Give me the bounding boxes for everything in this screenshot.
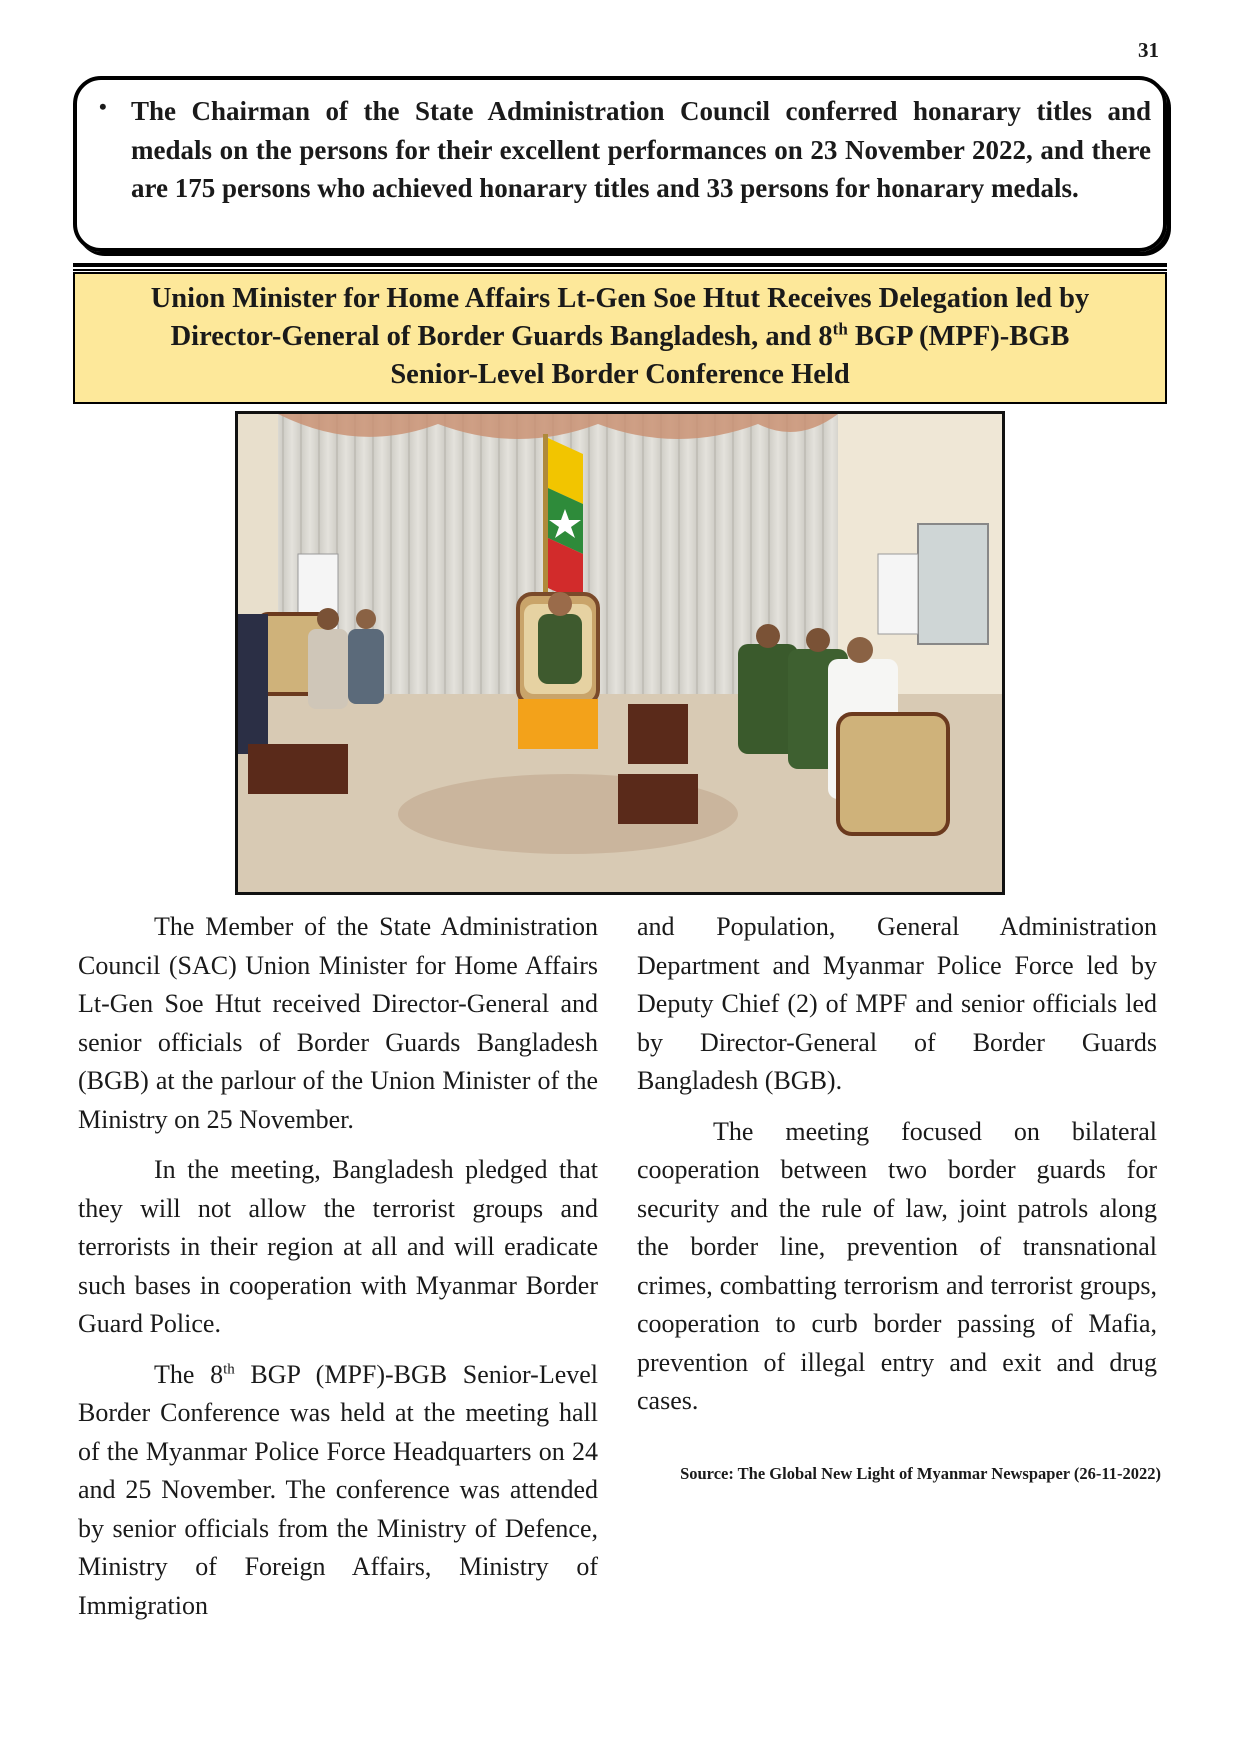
meeting-photo [235, 411, 1005, 895]
headline-line-1: Union Minister for Home Affairs Lt-Gen Soe Htut Receives Delegation led by [150, 283, 1090, 314]
highlight-callout-box [73, 76, 1167, 252]
source-credit: Source: The Global New Light of Myanmar Newspaper (26-11-2022) [680, 1464, 1161, 1483]
bullet-icon: • [99, 94, 107, 119]
article-column-left [78, 908, 598, 1637]
page-number: 31 [1138, 38, 1159, 62]
article-paragraph-3-continued: and Population, General Administration Department and Myanmar Police Force led by Deputy Chief (2) of MPF and senior officials led by Director-General of Border Guards Bangladesh (BGB). [637, 912, 1157, 1095]
article-paragraph-4: The meeting focused on bilateral cooperation between two border guards for security and the rule of law, joint patrols along the border line, prevention of transnational crimes, combatting terrorism and terrorist groups, cooperation to curb border passing of Mafia, prevention of illegal entry and exit and drug cases. [637, 1116, 1157, 1415]
divider-rule-thin [73, 269, 1167, 271]
divider-rule [73, 263, 1167, 267]
headline-line-2: Director-General of Border Guards Bangladesh, and 8th BGP (MPF)-BGB [170, 319, 1070, 352]
article-paragraph-1: The Member of the State Administration Council (SAC) Union Minister for Home Affairs Lt-Gen Soe Htut received Director-General and senior officials of Border Guards Bangladesh (BGB) at the parlour of the Union Minister of the Ministry on 25 November. [78, 912, 598, 1134]
article-paragraph-2: In the meeting, Bangladesh pledged that they will not allow the terrorist groups and terrorists in their region at all and will eradicate such bases in cooperation with Myanmar Border Guard Police. [78, 1155, 598, 1338]
article-column-right [637, 908, 1157, 1433]
article-headline [73, 272, 1167, 404]
callout-text: The Chairman of the State Administration Council conferred honarary titles and medals on the persons for their excellent performances on 23 November 2022, and there are 175 persons who achieved honarary titles and 33 persons for honarary medals. [131, 96, 1151, 203]
article-paragraph-3: The 8th BGP (MPF)-BGB Senior-Level Border Conference was held at the meeting hall of the Myanmar Police Force Headquarters on 24 and 25 November. The conference was attended by senior officials from the Ministry of Defence, Ministry of Foreign Affairs, Ministry of Immigration [78, 1359, 598, 1620]
meeting-photo-illustration [238, 414, 1002, 892]
headline-line-3: Senior-Level Border Conference Held [390, 359, 850, 390]
